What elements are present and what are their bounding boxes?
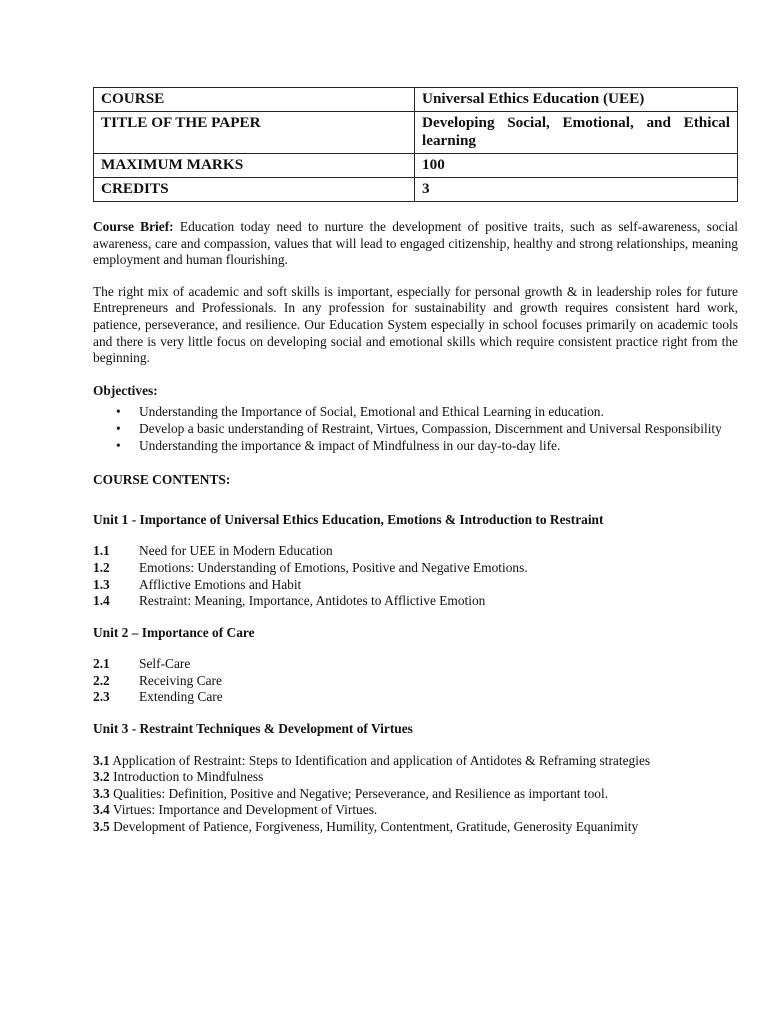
unit-1-title: Unit 1 - Importance of Universal Ethics Education, Emotions & Introduction to Restraint [93,511,604,527]
list-item: 2.2 Receiving Care [93,672,222,688]
list-item: 3.4 Virtues: Importance and Development of Virtues. [93,802,378,818]
bullet-icon: • [116,437,121,453]
skills-paragraph: The right mix of academic and soft skills is important, especially for personal growth & in leadership roles for future Entrepreneurs and Professionals. In any profession for sustainability and growth requires consistent hard work, patience, perseverance, and resilience. Our Education System especially in school focuses primarily on academic tools and there is very little focus on developing social and emotional skills which require consistent practice right from the beginning. [93,283,738,366]
list-item: 3.1 Application of Restraint: Steps to Identification and application of Antidotes & Reframing strategies [93,752,651,768]
table-row [94,112,738,154]
document-page [93,87,738,836]
unit-3-list [93,753,738,836]
table-row [94,88,738,112]
list-item: 2.1 Self-Care [93,656,191,672]
table-row [94,154,738,178]
course-brief-label: Course Brief: [93,219,174,234]
list-item: 3.3 Qualities: Definition, Positive and Negative; Perseverance, and Resilience as important tool. [93,785,609,801]
course-brief-text: Education today need to nurture the development of positive traits, such as self-awareness, social awareness, care and compassion, values that will lead to engaged citizenship, healthy and strong relationships, meaning employment and human flourishing. [93,219,739,268]
table-row [94,178,738,202]
bullet-icon: • [116,420,121,436]
unit-3-title: Unit 3 - Restraint Techniques & Development of Virtues [93,721,413,737]
table-value: Developing Social, Emotional, and Ethical learning [415,112,738,154]
list-item: 1.2 Emotions: Understanding of Emotions, Positive and Negative Emotions. [93,559,528,575]
course-brief-paragraph [93,219,738,269]
list-item: • Develop a basic understanding of Restraint, Virtues, Compassion, Discernment and Universal Responsibility [116,420,722,436]
list-item: • Understanding the importance & impact of Mindfulness in our day-to-day life. [116,437,561,453]
table-value: Universal Ethics Education (UEE) [415,88,738,112]
unit-1-list [93,543,738,609]
bullet-icon: • [116,404,121,420]
table-value: 100 [415,154,738,178]
list-item: 3.5 Development of Patience, Forgiveness, Humility, Contentment, Gratitude, Generosity Equanimity [93,819,639,835]
table-value: 3 [415,178,738,202]
table-label: TITLE OF THE PAPER [94,112,415,154]
list-item: 1.1 Need for UEE in Modern Education [93,543,333,559]
objectives-list [93,404,738,454]
course-contents-heading: COURSE CONTENTS: [93,472,231,488]
table-label: COURSE [94,88,415,112]
course-info-table [93,87,738,202]
list-item: 2.3 Extending Care [93,689,223,705]
list-item: 1.3 Afflictive Emotions and Habit [93,576,302,592]
unit-2-list [93,656,738,706]
objectives-heading: Objectives: [93,382,158,398]
table-label: CREDITS [94,178,415,202]
list-item: 1.4 Restraint: Meaning, Importance, Antidotes to Afflictive Emotion [93,593,486,609]
list-item: • Understanding the Importance of Social, Emotional and Ethical Learning in education. [116,404,604,420]
table-label: MAXIMUM MARKS [94,154,415,178]
list-item: 3.2 Introduction to Mindfulness [93,769,264,785]
unit-2-title: Unit 2 – Importance of Care [93,624,255,640]
